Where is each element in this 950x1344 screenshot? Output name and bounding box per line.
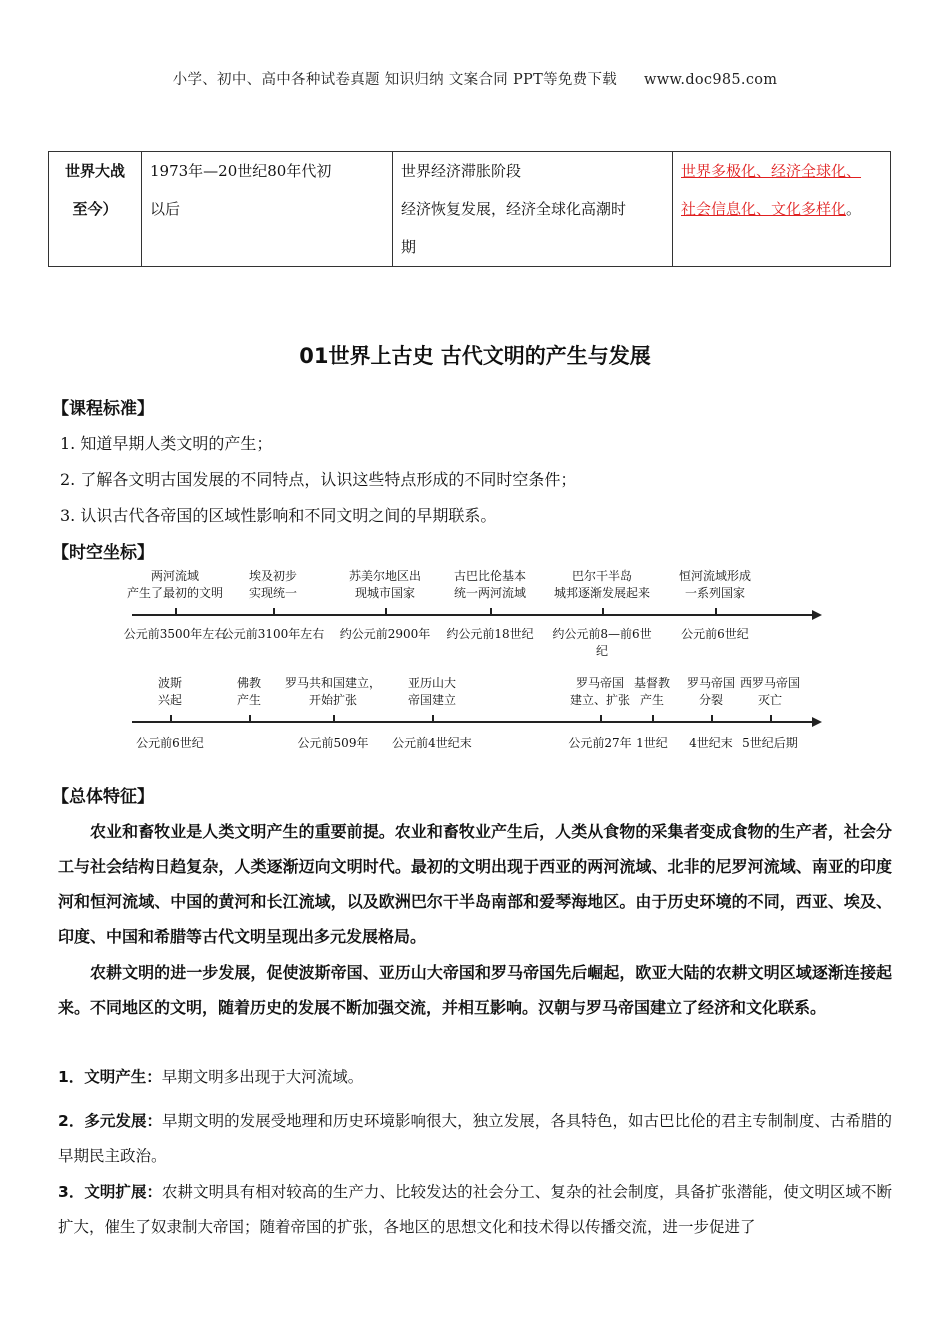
timeline-tick xyxy=(249,715,251,722)
timeline-tick xyxy=(770,715,772,722)
standard-item: 2. 了解各文明古国发展的不同特点，认识这些特点形成的不同时空条件； xyxy=(60,470,577,489)
timeline-axis xyxy=(132,721,814,723)
feature-label: 2．多元发展： xyxy=(58,1112,163,1130)
timeline-event: 埃及初步 实现统一 xyxy=(248,569,297,600)
timeline-date: 公元前509年 xyxy=(297,736,369,750)
feature-label: 3．文明扩展： xyxy=(58,1183,163,1201)
timeline-tick xyxy=(273,608,275,615)
arrow-right-icon xyxy=(812,610,822,620)
table-cell-stage xyxy=(393,152,673,267)
timeline-date: 约公元前2900年 xyxy=(339,627,431,641)
timeline-event: 波斯 兴起 xyxy=(157,676,182,707)
timeline-date: 公元前3500年左右 xyxy=(123,627,227,641)
timeline-event: 佛教 产生 xyxy=(236,676,261,707)
table-cell-era xyxy=(49,152,142,267)
timeline-date: 约公元前8—前6世纪 xyxy=(552,627,652,658)
timeline-tick xyxy=(600,715,602,722)
standard-item: 3. 认识古代各帝国的区域性影响和不同文明之间的早期联系。 xyxy=(60,506,497,525)
cell-text: 经济恢复发展，经济全球化高潮时 xyxy=(401,200,627,218)
cell-text: 1973年—20世纪80年代初 xyxy=(150,162,332,180)
cell-text: 世界多极化、经济全球化、 xyxy=(681,162,862,180)
timeline-event: 罗马帝国 建立、扩张 xyxy=(569,676,630,707)
feature-item xyxy=(58,1104,892,1174)
cell-text: 期 xyxy=(401,238,417,256)
timeline-tick xyxy=(711,715,713,722)
timeline-date: 公元前4世纪末 xyxy=(392,736,472,750)
section-heading-overall: 【总体特征】 xyxy=(52,787,154,807)
header-text: 小学、初中、高中各种试卷真题 知识归纳 文案合同 PPT等免费下载 xyxy=(172,72,618,88)
timeline-tick xyxy=(385,608,387,615)
overall-paragraph: 农耕文明的进一步发展，促使波斯帝国、亚历山大帝国和罗马帝国先后崛起，欧亚大陆的农耕文明区域逐渐连接起来。不同地区的文明，随着历史的发展不断加强交流，并相互影响。汉朝与罗马帝国建立了经济和文化联系。 xyxy=(58,963,892,1017)
page-title: 01世界上古史 古代文明的产生与发展 xyxy=(299,344,651,368)
timeline-date: 4世纪末 xyxy=(689,736,733,750)
timeline-event: 罗马共和国建立， 开始扩张 xyxy=(284,676,381,707)
header-site-link[interactable]: www.doc985.com xyxy=(644,72,778,88)
table-cell-period xyxy=(142,152,393,267)
timeline-date: 公元前6世纪 xyxy=(681,627,749,641)
table-cell-trend xyxy=(673,152,891,267)
timeline-event: 两河流域 产生了最初的文明 xyxy=(126,569,223,600)
timeline-axis xyxy=(132,614,814,616)
timeline-tick xyxy=(175,608,177,615)
timeline-tick xyxy=(432,715,434,722)
cell-text: 世界经济滞胀阶段 xyxy=(401,162,522,180)
timeline-date: 5世纪后期 xyxy=(742,736,798,750)
timeline-date: 公元前27年 xyxy=(568,736,632,750)
overall-paragraph: 农业和畜牧业是人类文明产生的重要前提。农业和畜牧业产生后，人类从食物的采集者变成食物的生产者，社会分工与社会结构日趋复杂，人类逐渐迈向文明时代。最初的文明出现于西亚的两河流域、北非的尼罗河流域、南亚的印度河和恒河流域、中国的黄河和长江流域，以及欧洲巴尔干半岛南部和爱琴海地区。由于历史环境的不同，西亚、埃及、印度、中国和希腊等古代文明呈现出多元发展格局。 xyxy=(58,822,892,946)
timeline-event: 罗马帝国 分裂 xyxy=(686,676,735,707)
timeline-date: 公元前6世纪 xyxy=(136,736,204,750)
timeline-tick xyxy=(333,715,335,722)
cell-text: 以后 xyxy=(150,200,181,218)
timeline-date: 约公元前18世纪 xyxy=(446,627,534,641)
section-heading-timeline: 【时空坐标】 xyxy=(52,543,154,563)
timeline-date: 公元前3100年左右 xyxy=(221,627,325,641)
timeline-event: 西罗马帝国 灭亡 xyxy=(739,676,800,707)
table-row xyxy=(49,152,891,267)
timeline-date: 1世纪 xyxy=(636,736,668,750)
timeline-event: 亚历山大 帝国建立 xyxy=(407,676,456,707)
timeline-event: 古巴比伦基本 统一两河流域 xyxy=(453,569,526,600)
timeline-tick xyxy=(490,608,492,615)
cell-text: 世界大战 xyxy=(64,162,125,180)
feature-text: 农耕文明具有相对较高的生产力、比较发达的社会分工、复杂的社会制度，具备扩张潜能，使文明区域不断扩大，催生了奴隶制大帝国；随着帝国的扩张，各地区的思想文化和技术得以传播交流，进一步促进了 xyxy=(58,1183,892,1236)
feature-text: 早期文明的发展受地理和历史环境影响很大，独立发展，各具特色，如古巴比伦的君主专制制度、古希腊的早期民主政治。 xyxy=(58,1112,892,1165)
cell-text: 。 xyxy=(846,200,862,218)
timeline-tick xyxy=(715,608,717,615)
cell-text: 社会信息化、文化多样化 xyxy=(681,200,847,218)
feature-item xyxy=(58,1175,892,1245)
timeline-event: 基督教 产生 xyxy=(633,676,670,707)
cell-text: 至今） xyxy=(72,200,118,218)
feature-text: 早期文明多出现于大河流域。 xyxy=(161,1068,364,1086)
feature-label: 1．文明产生： xyxy=(58,1068,162,1086)
section-heading-standard: 【课程标准】 xyxy=(52,399,154,419)
timeline-tick xyxy=(170,715,172,722)
timeline-event: 苏美尔地区出 现城市国家 xyxy=(348,569,421,600)
arrow-right-icon xyxy=(812,717,822,727)
timeline-event: 恒河流域形成 一系列国家 xyxy=(678,569,751,600)
timeline-tick xyxy=(602,608,604,615)
standard-item: 1. 知道早期人类文明的产生； xyxy=(60,434,273,453)
feature-item xyxy=(58,1060,892,1095)
timeline-event: 巴尔干半岛 城邦逐渐发展起来 xyxy=(553,569,650,600)
timeline-tick xyxy=(652,715,654,722)
page-header xyxy=(0,68,950,89)
era-table xyxy=(48,151,891,267)
